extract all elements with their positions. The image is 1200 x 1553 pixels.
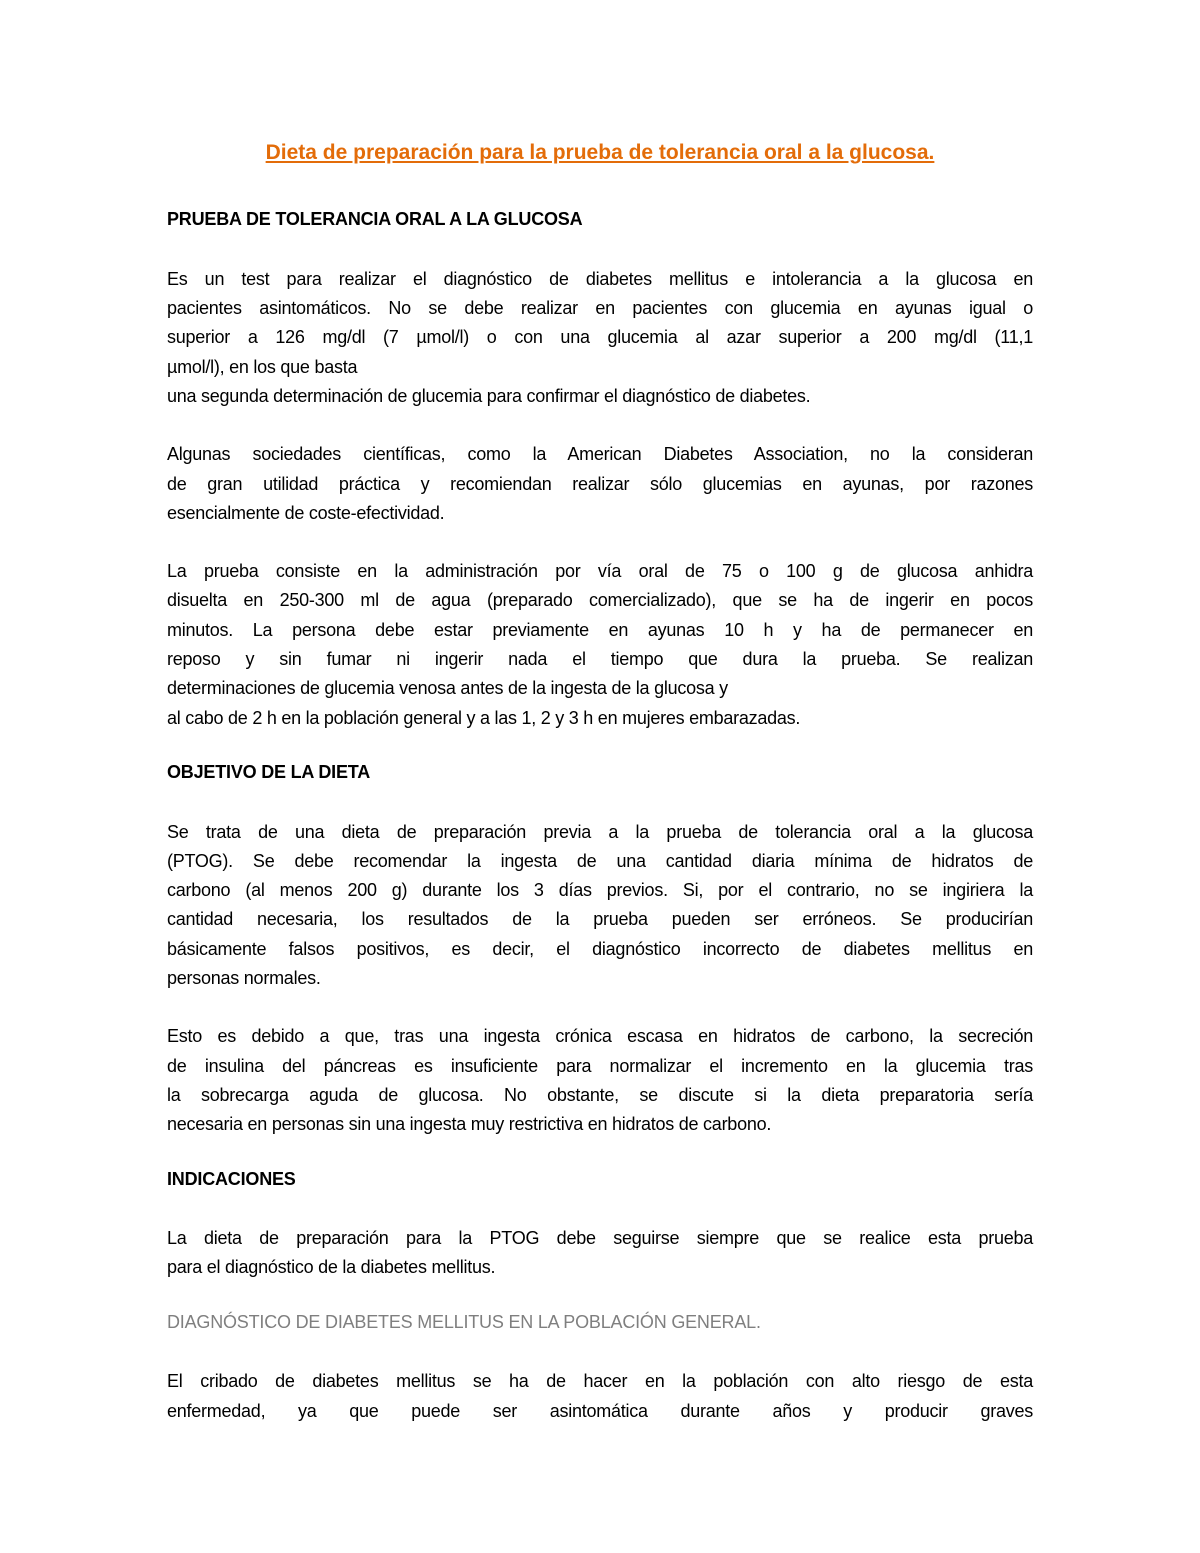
paragraph-line: La prueba consiste en la administración por vía oral de 75 o 100 g de glucosa anhidra — [167, 561, 1033, 582]
paragraph — [167, 1367, 1033, 1426]
paragraph-line: determinaciones de glucemia venosa antes de la ingesta de la glucosa y — [167, 678, 728, 699]
section-heading-objetivo: OBJETIVO DE LA DIETA — [167, 761, 371, 782]
document-title: Dieta de preparación para la prueba de tolerancia oral a la glucosa. — [265, 141, 935, 164]
paragraph-line: para el diagnóstico de la diabetes mellitus. — [167, 1257, 496, 1278]
paragraph-line: reposo y sin fumar ni ingerir nada el tiempo que dura la prueba. Se realizan — [167, 649, 1033, 670]
paragraph-line: necesaria en personas sin una ingesta muy restrictiva en hidratos de carbono. — [167, 1114, 772, 1135]
paragraph-line: la sobrecarga aguda de glucosa. No obstante, se discute si la dieta preparatoria sería — [167, 1084, 1033, 1105]
paragraph — [167, 818, 1033, 994]
paragraph-line: Algunas sociedades científicas, como la American Diabetes Association, no la consideran — [167, 444, 1033, 465]
paragraph — [167, 557, 1033, 733]
paragraph — [167, 440, 1033, 528]
paragraph-line: cantidad necesaria, los resultados de la prueba pueden ser erróneos. Se producirían — [167, 909, 1033, 930]
paragraph-line: disuelta en 250-300 ml de agua (preparado comercializado), que se ha de ingerir en pocos — [167, 590, 1033, 611]
document-body — [167, 140, 1033, 1455]
section-heading-indicaciones: INDICACIONES — [167, 1168, 296, 1189]
paragraph-line: personas normales. — [167, 968, 321, 989]
paragraph-line: de gran utilidad práctica y recomiendan realizar sólo glucemias en ayunas, por razones — [167, 473, 1033, 494]
paragraph-line: enfermedad, ya que puede ser asintomática durante años y producir graves — [167, 1400, 1033, 1421]
paragraph — [167, 1022, 1033, 1139]
paragraph-line: minutos. La persona debe estar previamente en ayunas 10 h y ha de permanecer en — [167, 619, 1033, 640]
paragraph-line: de insulina del páncreas es insuficiente para normalizar el incremento en la glucemia tras — [167, 1055, 1033, 1076]
paragraph-line: superior a 126 mg/dl (7 µmol/l) o con una glucemia al azar superior a 200 mg/dl (11,1 — [167, 327, 1033, 348]
paragraph-line: Es un test para realizar el diagnóstico de diabetes mellitus e intolerancia a la glucosa en — [167, 268, 1033, 289]
paragraph-line: µmol/l), en los que basta — [167, 356, 358, 377]
paragraph-line: La dieta de preparación para la PTOG debe seguirse siempre que se realice esta prueba — [167, 1228, 1033, 1249]
section-heading-prueba: PRUEBA DE TOLERANCIA ORAL A LA GLUCOSA — [167, 209, 583, 230]
paragraph-line: básicamente falsos positivos, es decir, el diagnóstico incorrecto de diabetes mellitus en — [167, 938, 1033, 959]
paragraph-line: Esto es debido a que, tras una ingesta crónica escasa en hidratos de carbono, la secreción — [167, 1026, 1033, 1047]
subheading-diagnostico: DIAGNÓSTICO DE DIABETES MELLITUS EN LA POBLACIÓN GENERAL. — [167, 1311, 761, 1332]
paragraph-line: (PTOG). Se debe recomendar la ingesta de una cantidad diaria mínima de hidratos de — [167, 850, 1033, 871]
paragraph-line: una segunda determinación de glucemia para confirmar el diagnóstico de diabetes. — [167, 385, 811, 406]
paragraph — [167, 1224, 1033, 1283]
paragraph-line: pacientes asintomáticos. No se debe realizar en pacientes con glucemia en ayunas igual o — [167, 298, 1033, 319]
paragraph-line: Se trata de una dieta de preparación previa a la prueba de tolerancia oral a la glucosa — [167, 821, 1033, 842]
paragraph-line: al cabo de 2 h en la población general y a las 1, 2 y 3 h en mujeres embarazadas. — [167, 707, 801, 728]
paragraph-line: carbono (al menos 200 g) durante los 3 días previos. Si, por el contrario, no se ingiriera la — [167, 880, 1033, 901]
paragraph-line: El cribado de diabetes mellitus se ha de hacer en la población con alto riesgo de esta — [167, 1371, 1033, 1392]
paragraph-line: esencialmente de coste-efectividad. — [167, 502, 445, 523]
paragraph — [167, 265, 1033, 411]
